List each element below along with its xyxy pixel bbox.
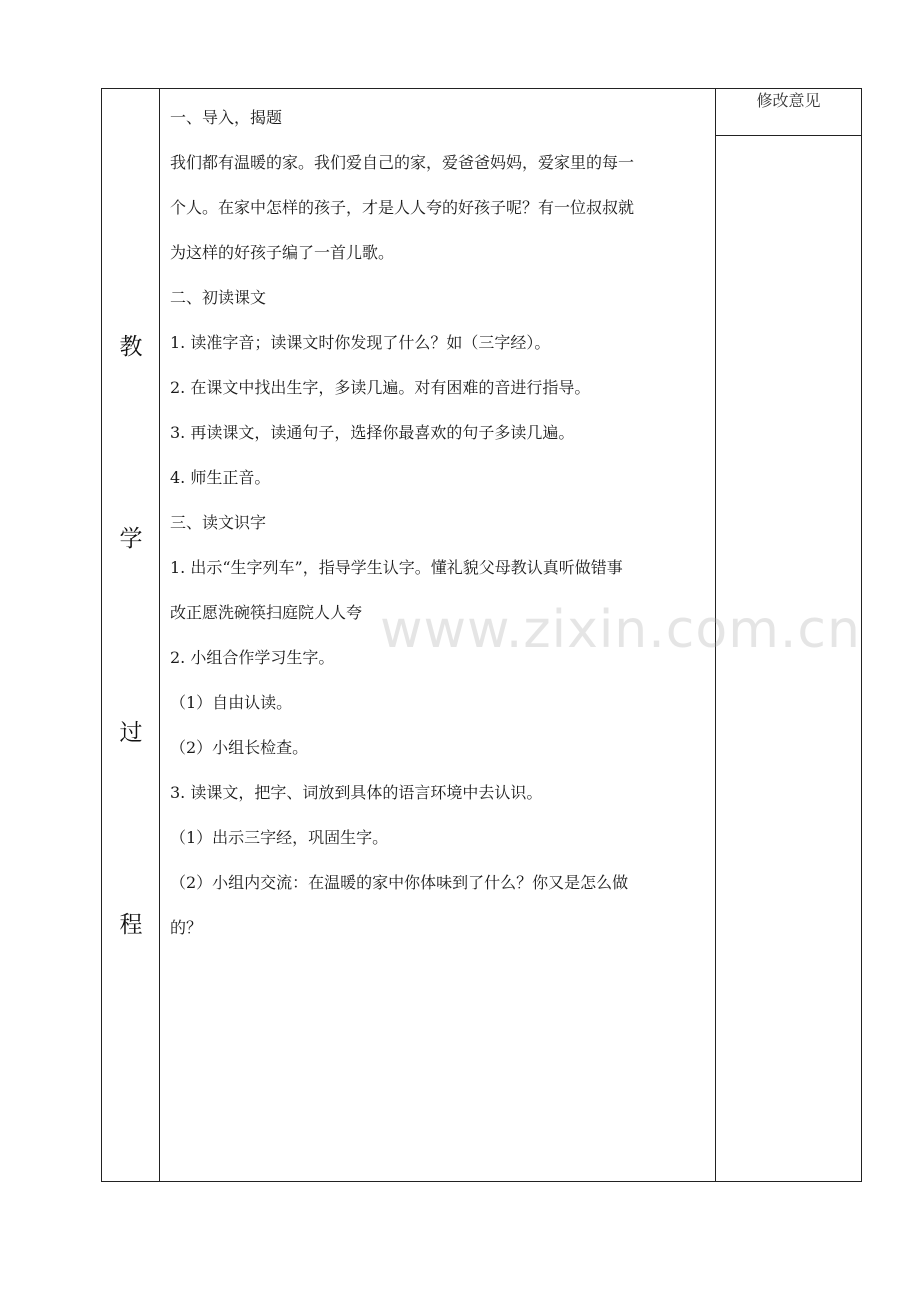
content-line: 1. 读准字音；读课文时你发现了什么？如（三字经）。	[170, 333, 551, 352]
content-line: 二、初读课文	[170, 288, 267, 307]
content-lines	[170, 103, 710, 958]
content-line: （1）自由认读。	[170, 693, 293, 712]
section-label-column	[102, 89, 160, 1181]
content-line: 一、导入，揭题	[170, 108, 283, 127]
content-line: （1）出示三字经，巩固生字。	[170, 828, 389, 847]
revision-notes-column	[716, 89, 861, 1181]
label-char-1: 教	[119, 334, 143, 360]
content-line: 三、读文识字	[170, 513, 267, 532]
teaching-process-content	[160, 89, 716, 1181]
content-line: 我们都有温暖的家。我们爱自己的家，爱爸爸妈妈，爱家里的每一	[170, 153, 635, 172]
content-line: 为这样的好孩子编了一首儿歌。	[170, 243, 395, 262]
revision-notes-header: 修改意见	[716, 89, 861, 136]
content-line: 2. 在课文中找出生字，多读几遍。对有困难的音进行指导。	[170, 378, 591, 397]
watermark: www.zixin.com.cn	[380, 600, 861, 660]
content-line: （2）小组内交流：在温暖的家中你体味到了什么？你又是怎么做	[170, 873, 629, 892]
content-line: 4. 师生正音。	[170, 468, 271, 487]
content-line: 改正愿洗碗筷扫庭院人人夸	[170, 603, 363, 622]
label-char-3: 过	[119, 720, 143, 746]
content-line: 的？	[170, 918, 203, 937]
content-line: 2. 小组合作学习生字。	[170, 648, 335, 667]
content-line: 个人。在家中怎样的孩子，才是人人夸的好孩子呢？有一位叔叔就	[170, 198, 635, 217]
content-line: 3. 读课文，把字、词放到具体的语言环境中去认识。	[170, 783, 543, 802]
label-char-4: 程	[119, 912, 143, 938]
lesson-plan-table	[101, 88, 862, 1182]
content-line: 1. 出示“生字列车”，指导学生认字。懂礼貌父母教认真听做错事	[170, 558, 623, 577]
content-line: 3. 再读课文，读通句子，选择你最喜欢的句子多读几遍。	[170, 423, 575, 442]
label-char-2: 学	[119, 526, 143, 552]
content-line: （2）小组长检查。	[170, 738, 309, 757]
